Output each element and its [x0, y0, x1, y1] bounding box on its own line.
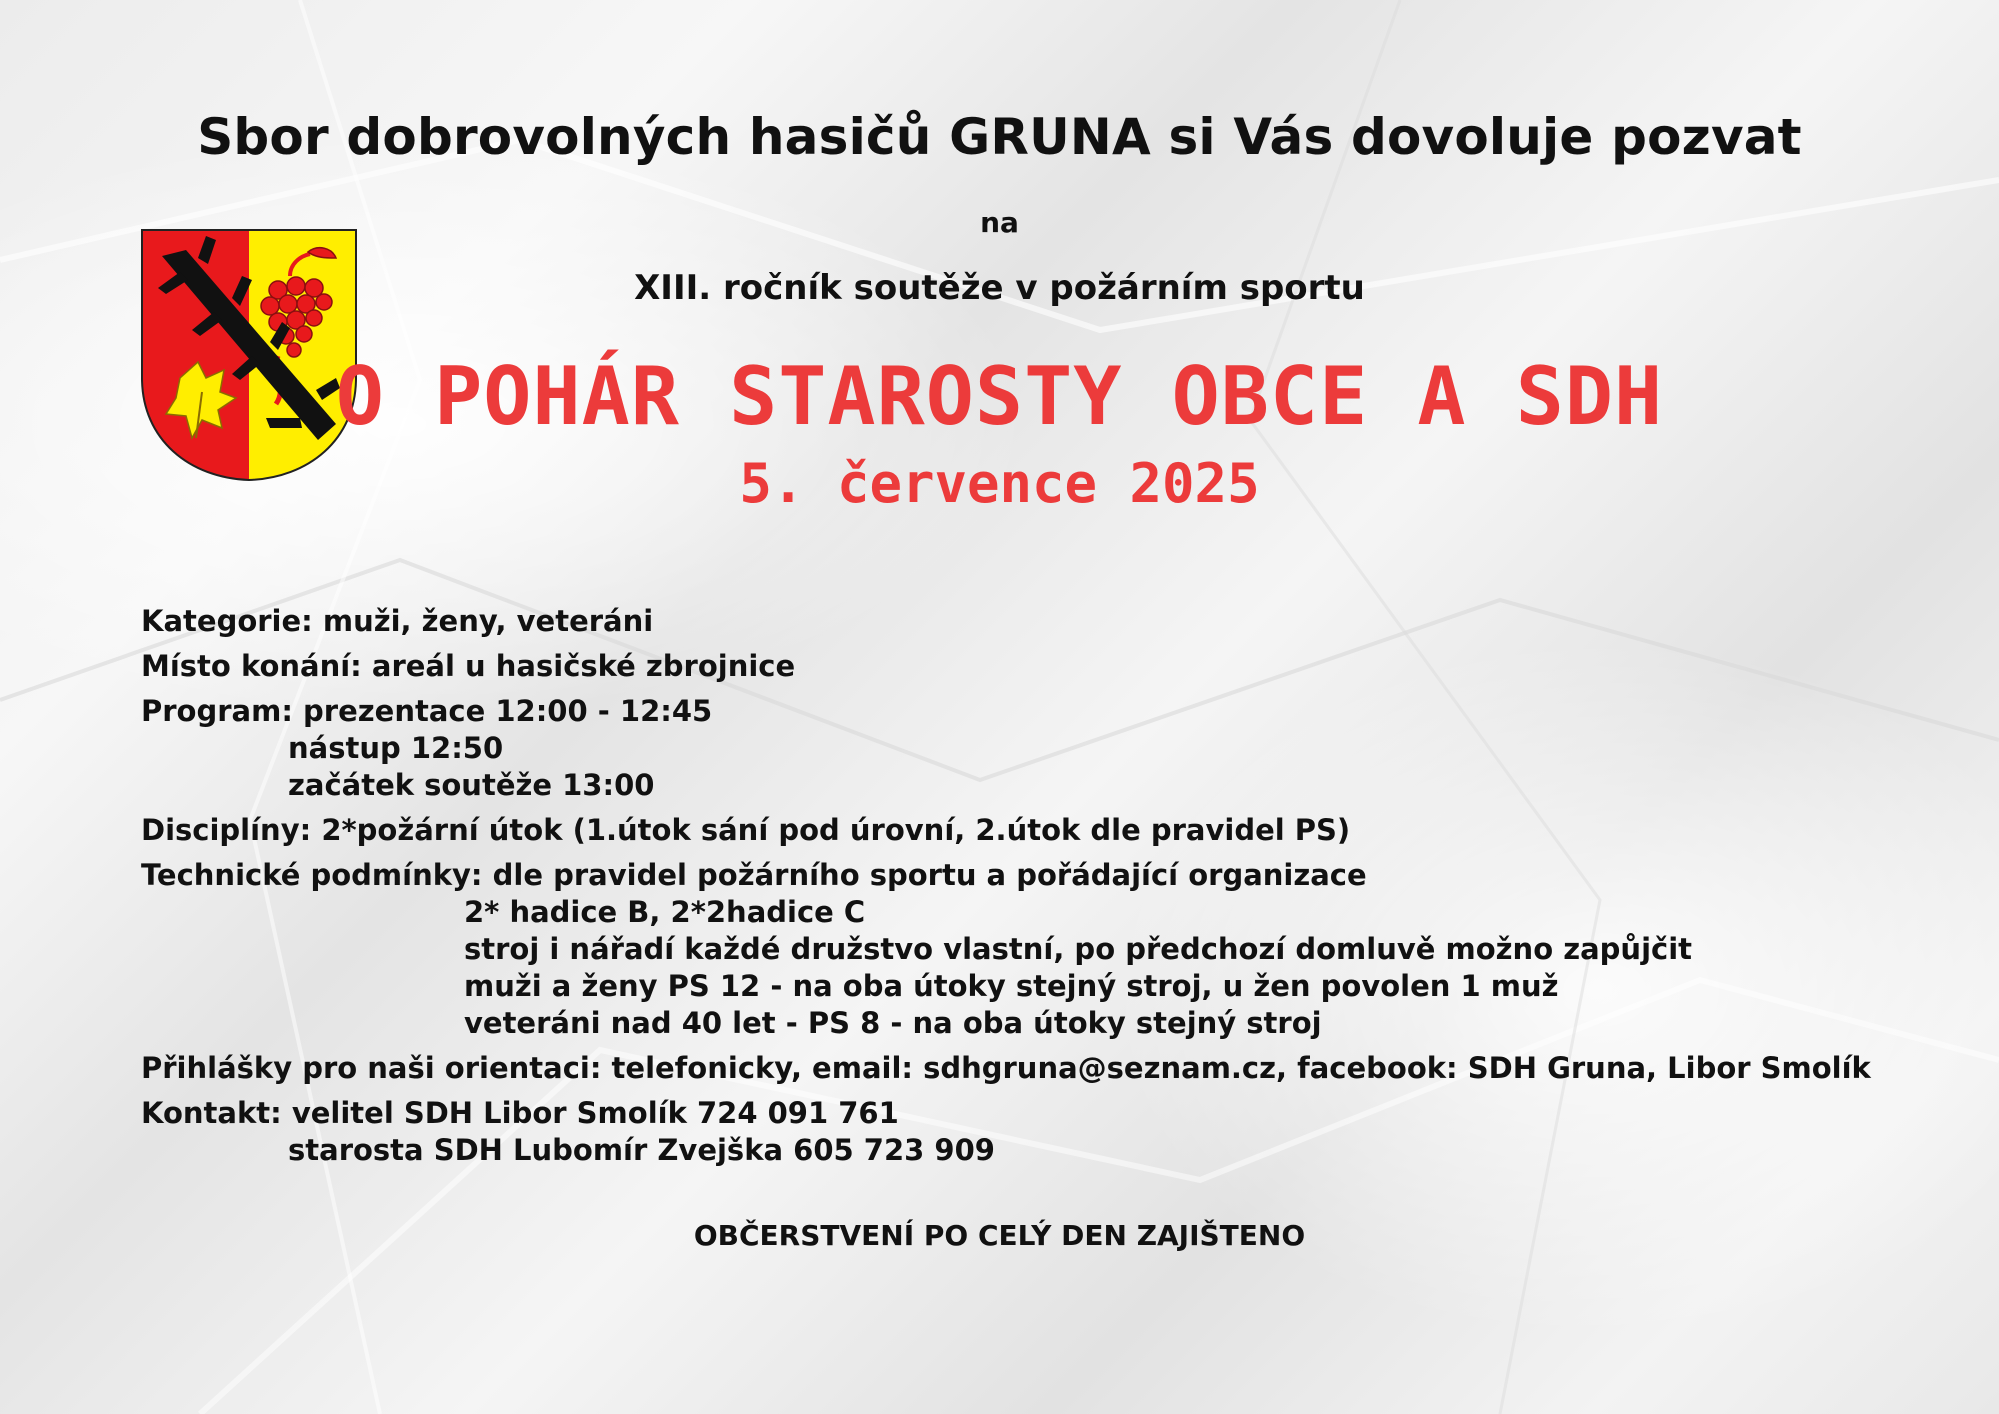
technicke-label: Technické podmínky:	[141, 858, 483, 892]
detail-prihlasky	[141, 1050, 1901, 1087]
misto-label: Místo konání:	[141, 649, 362, 683]
event-title: O POHÁR STAROSTY OBCE A SDH	[335, 350, 1664, 443]
detail-technicke	[141, 857, 1901, 1042]
kontakt-line: velitel SDH Libor Smolík 724 091 761	[291, 1096, 899, 1130]
refreshments-note: OBČERSTVENÍ PO CELÝ DEN ZAJIŠTENO	[693, 1219, 1306, 1252]
detail-program	[141, 693, 1901, 804]
edition-subtitle: XIII. ročník soutěže v požárním sportu	[634, 268, 1365, 308]
kontakt-line: starosta SDH Lubomír Zvejška 605 723 909	[288, 1133, 995, 1167]
kategorie-label: Kategorie:	[141, 604, 313, 638]
program-line: prezentace 12:00 - 12:45	[303, 694, 713, 728]
kontakt-label: Kontakt:	[141, 1096, 282, 1130]
kategorie-value: muži, ženy, veteráni	[322, 604, 654, 638]
technicke-line: veteráni nad 40 let - PS 8 - na oba útoky stejný stroj	[464, 1006, 1322, 1040]
event-details	[141, 603, 1901, 1177]
event-date: 5. července 2025	[739, 452, 1260, 515]
technicke-line: dle pravidel požárního sportu a pořádající organizace	[492, 858, 1367, 892]
program-line: nástup 12:50	[288, 731, 504, 765]
misto-value: areál u hasičské zbrojnice	[371, 649, 796, 683]
technicke-line: stroj i nářadí každé družstvo vlastní, po předchozí domluvě možno zapůjčit	[464, 932, 1692, 966]
prihlasky-label: Přihlášky pro naši orientaci:	[141, 1051, 602, 1085]
program-label: Program:	[141, 694, 293, 728]
detail-misto	[141, 648, 1901, 685]
technicke-line: 2* hadice B, 2*2hadice C	[464, 895, 866, 929]
detail-kategorie	[141, 603, 1901, 640]
detail-kontakt	[141, 1095, 1901, 1169]
technicke-line: muži a ženy PS 12 - na oba útoky stejný stroj, u žen povolen 1 muž	[464, 969, 1559, 1003]
intro-heading: Sbor dobrovolných hasičů GRUNA si Vás dovoluje pozvat	[197, 108, 1802, 166]
prihlasky-value: telefonicky, email: sdhgruna@seznam.cz, facebook: SDH Gruna, Libor Smolík	[611, 1051, 1871, 1085]
connector-text: na	[980, 206, 1019, 239]
discipliny-value: 2*požární útok (1.útok sání pod úrovní, 2.útok dle pravidel PS)	[321, 813, 1351, 847]
discipliny-label: Disciplíny:	[141, 813, 312, 847]
program-line: začátek soutěže 13:00	[288, 768, 655, 802]
detail-discipliny	[141, 812, 1901, 849]
